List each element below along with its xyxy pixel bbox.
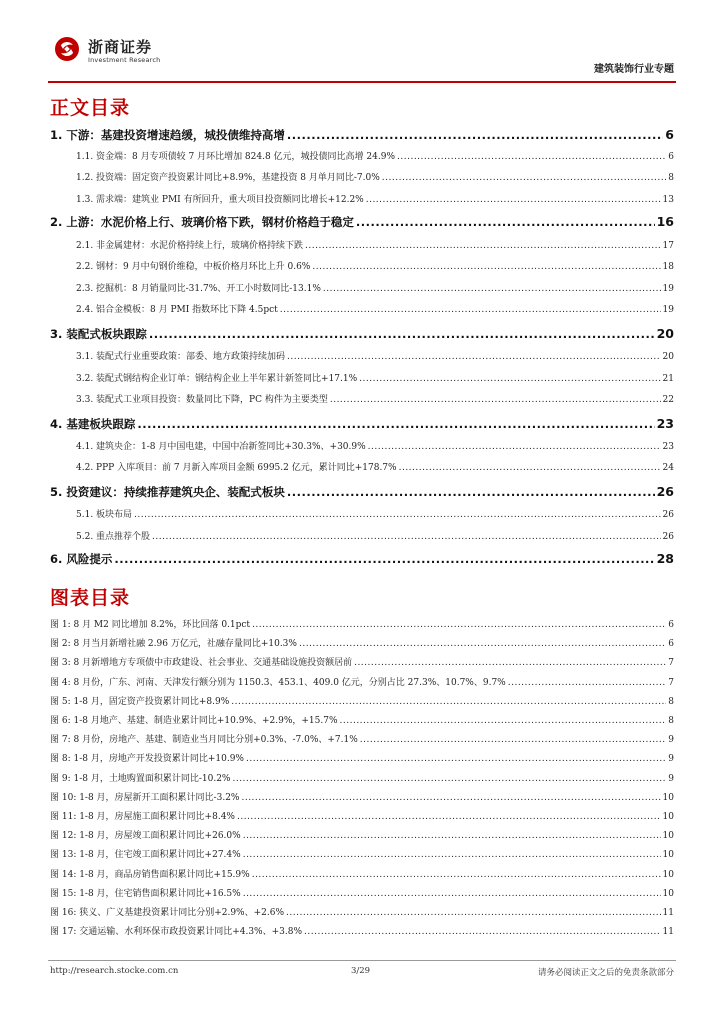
toc-entry-page: 26 <box>662 532 674 542</box>
toc-entry-page: 20 <box>662 352 674 362</box>
figure-list-entry[interactable] <box>50 828 674 841</box>
toc-entry-page: 26 <box>656 484 674 499</box>
dot-leader <box>243 850 661 860</box>
figure-list-entry[interactable] <box>50 771 674 784</box>
toc-entry-label: 1.1. 资金端：8 月专项债较 7 月环比增加 824.8 亿元，城投债同比高增 24.9% <box>76 152 396 162</box>
toc-entry-page: 16 <box>656 214 674 229</box>
figure-entry-label: 图 6: 1-8 月地产、基建、制造业累计同比+10.9%、+2.9%，+15.7% <box>50 716 338 726</box>
toc-entry-label: 6. 风险提示 <box>50 552 113 566</box>
toc-section-entry[interactable] <box>76 371 674 384</box>
toc-entry-page: 24 <box>662 463 674 473</box>
dot-leader <box>231 697 666 707</box>
figure-entry-label: 图 17: 交通运输、水利环保市政投资累计同比+4.3%、+3.8% <box>50 927 303 937</box>
toc-entry-label: 2.1. 非金属建材：水泥价格持续上行，玻璃价格持续下跌 <box>76 241 304 251</box>
toc-entry-page: 20 <box>656 326 674 341</box>
dot-leader <box>287 128 663 142</box>
figure-entry-page: 10 <box>662 870 674 880</box>
figure-list-entry[interactable] <box>50 694 674 707</box>
dot-leader <box>232 774 666 784</box>
toc-entry-label: 2.2. 钢材：9 月中旬钢价维稳，中板价格月环比上升 0.6% <box>76 262 311 272</box>
toc-chapter-entry[interactable] <box>50 326 674 342</box>
toc-entry-page: 28 <box>656 551 674 566</box>
dot-leader <box>287 352 661 362</box>
toc-entry-page: 18 <box>662 262 674 272</box>
figure-list-entry[interactable] <box>50 636 674 649</box>
toc-chapter-entry[interactable] <box>50 551 674 567</box>
toc-section-entry[interactable] <box>76 302 674 315</box>
toc-entry-label: 1. 下游：基建投资增速趋缓，城投债维持高增 <box>50 128 285 142</box>
toc-entry-page: 22 <box>662 395 674 405</box>
dot-leader <box>330 395 661 405</box>
page-header <box>48 28 676 78</box>
figure-entry-page: 10 <box>662 812 674 822</box>
figure-entry-label: 图 11: 1-8 月，房屋施工面积累计同比+8.4% <box>50 812 235 822</box>
figure-entry-page: 10 <box>662 831 674 841</box>
dot-leader <box>252 870 661 880</box>
figure-entry-label: 图 15: 1-8 月，住宅销售面积累计同比+16.5% <box>50 889 241 899</box>
dot-leader <box>354 658 666 668</box>
toc-section-entry[interactable] <box>76 460 674 473</box>
dot-leader <box>114 552 654 566</box>
toc-entry-label: 3.1. 装配式行业重要政策：部委、地方政策持续加码 <box>76 352 286 362</box>
dot-leader <box>304 927 661 937</box>
toc-entry-page: 26 <box>662 510 674 520</box>
figure-entry-page: 8 <box>668 716 674 726</box>
figure-entry-page: 9 <box>668 774 674 784</box>
toc-chapter-entry[interactable] <box>50 214 674 230</box>
header-divider <box>48 81 676 83</box>
toc-entry-label: 5.2. 重点推荐个股 <box>76 532 151 542</box>
toc-entry-label: 4.2. PPP 入库项目：前 7 月新入库项目金额 6995.2 亿元，累计同比+178.7% <box>76 463 397 473</box>
figure-list-entry[interactable] <box>50 905 674 918</box>
toc-entry-label: 1.3. 需求端：建筑业 PMI 有所回升，重大项目投资额同比增长+12.2% <box>76 195 364 205</box>
toc-entry-page: 13 <box>662 195 674 205</box>
figure-entry-page: 10 <box>662 793 674 803</box>
figure-entry-label: 图 10: 1-8 月，房屋新开工面积累计同比-3.2% <box>50 793 240 803</box>
toc-chapter-entry[interactable] <box>50 127 674 143</box>
toc-section-entry[interactable] <box>76 392 674 405</box>
figure-entry-label: 图 16: 狭义、广义基建投资累计同比分别+2.9%、+2.6% <box>50 908 285 918</box>
toc-entry-label: 3.3. 装配式工业项目投资：数量同比下降，PC 构件为主要类型 <box>76 395 328 405</box>
figure-list-entry[interactable] <box>50 886 674 899</box>
figure-entry-page: 11 <box>662 927 674 937</box>
page-number: 3/29 <box>351 966 371 976</box>
toc-entry-page: 19 <box>662 305 674 315</box>
toc-entry-label: 5.1. 板块布局 <box>76 510 133 520</box>
toc-section-entry[interactable] <box>76 529 674 542</box>
toc-chapter-entry[interactable] <box>50 416 674 432</box>
figure-entry-page: 9 <box>668 754 674 764</box>
toc-chapter-entry[interactable] <box>50 484 674 500</box>
dot-leader <box>286 908 661 918</box>
figure-entry-label: 图 7: 8 月份，房地产、基建、制造业当月同比分别+0.3%、-7.0%、+7.1% <box>50 735 358 745</box>
dot-leader <box>241 793 660 803</box>
dot-leader <box>399 463 661 473</box>
figure-list-entry[interactable] <box>50 655 674 668</box>
toc-entry-label: 3. 装配式板块跟踪 <box>50 327 147 341</box>
figure-entry-page: 7 <box>668 658 674 668</box>
toc-section-entry[interactable] <box>76 281 674 294</box>
figure-entry-label: 图 2: 8 月当月新增社融 2.96 万亿元，社融存量同比+10.3% <box>50 639 297 649</box>
toc-section-entry[interactable] <box>76 507 674 520</box>
dot-leader <box>360 735 666 745</box>
toc-entry-page: 6 <box>668 152 674 162</box>
dot-leader <box>152 532 661 542</box>
dot-leader <box>237 812 661 822</box>
toc-entry-label: 2.3. 挖掘机：8 月销量同比-31.7%、开工小时数同比-13.1% <box>76 284 321 294</box>
company-logo-icon <box>54 36 80 62</box>
figure-entry-page: 7 <box>668 678 674 688</box>
dot-leader <box>356 215 655 229</box>
toc-entry-label: 5. 投资建议：持续推荐建筑央企、装配式板块 <box>50 485 285 499</box>
toc-section-entry[interactable] <box>76 149 674 162</box>
toc-entry-page: 23 <box>656 416 674 431</box>
figure-list-entry[interactable] <box>50 790 674 803</box>
toc-entry-page: 19 <box>662 284 674 294</box>
dot-leader <box>340 716 667 726</box>
dot-leader <box>312 262 660 272</box>
toc-entry-label: 2.4. 铝合金模板：8 月 PMI 指数环比下降 4.5pct <box>76 305 278 315</box>
figure-entry-page: 6 <box>668 620 674 630</box>
toc-section-entry[interactable] <box>76 349 674 362</box>
toc-section-entry[interactable] <box>76 259 674 272</box>
toc-entry-label: 1.2. 投资端：固定资产投资累计同比+8.9%，基建投资 8 月单月同比-7.0% <box>76 173 380 183</box>
dot-leader <box>323 284 661 294</box>
dot-leader <box>134 510 661 520</box>
logo-english-name: Investment Research <box>88 56 161 64</box>
dot-leader <box>382 173 666 183</box>
figure-list-entry[interactable] <box>50 847 674 860</box>
figure-entry-label: 图 8: 1-8 月，房地产开发投资累计同比+10.9% <box>50 754 244 764</box>
dot-leader <box>305 241 661 251</box>
toc-section-entry[interactable] <box>76 170 674 183</box>
toc-heading: 正文目录 <box>50 97 131 119</box>
toc-entry-label: 2. 上游：水泥价格上行、玻璃价格下跌，钢材价格趋于稳定 <box>50 215 354 229</box>
toc-entry-page: 8 <box>668 173 674 183</box>
dot-leader <box>508 678 667 688</box>
logo-company-name: 浙商证券 <box>88 38 153 56</box>
toc-section-entry[interactable] <box>76 238 674 251</box>
figure-list-entry[interactable] <box>50 867 674 880</box>
dot-leader <box>243 889 661 899</box>
figure-list-entry[interactable] <box>50 617 674 630</box>
figure-entry-label: 图 12: 1-8 月，房屋竣工面积累计同比+26.0% <box>50 831 241 841</box>
disclaimer-note: 请务必阅读正文之后的免责条款部分 <box>537 968 674 978</box>
figure-entry-label: 图 9: 1-8 月，土地购置面积累计同比-10.2% <box>50 774 231 784</box>
figure-entry-page: 9 <box>668 735 674 745</box>
figure-entry-label: 图 1: 8 月 M2 同比增加 8.2%，环比回落 0.1pct <box>50 620 251 630</box>
dot-leader <box>243 831 661 841</box>
footer-website-link[interactable]: http://research.stocke.com.cn <box>50 966 179 976</box>
toc-section-entry[interactable] <box>76 439 674 452</box>
figure-entry-label: 图 3: 8 月新增地方专项债中市政建设、社会事业、交通基础设施投资额居前 <box>50 658 353 668</box>
figure-list-entry[interactable] <box>50 675 674 688</box>
dot-leader <box>299 639 666 649</box>
dot-leader <box>287 485 655 499</box>
toc-entry-page: 21 <box>662 374 674 384</box>
figure-list-entry[interactable] <box>50 732 674 745</box>
toc-entry-label: 4. 基建板块跟踪 <box>50 417 136 431</box>
toc-entry-label: 3.2. 装配式钢结构企业订单：钢结构企业上半年累计新签同比+17.1% <box>76 374 358 384</box>
toc-entry-page: 17 <box>662 241 674 251</box>
figure-entry-label: 图 14: 1-8 月，商品房销售面积累计同比+15.9% <box>50 870 250 880</box>
figure-entry-label: 图 5: 1-8 月，固定资产投资累计同比+8.9% <box>50 697 230 707</box>
figure-entry-label: 图 4: 8 月份，广东、河南、天津发行额分别为 1150.3、453.1、409.0 亿元，分别占比 27.3%、10.7%、9.7% <box>50 678 506 688</box>
figure-list-entry[interactable] <box>50 713 674 726</box>
figure-list-entry[interactable] <box>50 751 674 764</box>
figure-entry-page: 6 <box>668 639 674 649</box>
toc-entry-label: 4.1. 建筑央企：1-8 月中国电建，中国中冶新签同比+30.3%、+30.9% <box>76 442 366 452</box>
footer-divider <box>48 960 676 961</box>
figure-entry-label: 图 13: 1-8 月，住宅竣工面积累计同比+27.4% <box>50 850 241 860</box>
dot-leader <box>246 754 666 764</box>
dot-leader <box>280 305 661 315</box>
dot-leader <box>359 374 660 384</box>
figure-entry-page: 11 <box>662 908 674 918</box>
figure-entry-page: 10 <box>662 850 674 860</box>
dot-leader <box>368 442 661 452</box>
figure-entry-page: 10 <box>662 889 674 899</box>
figure-list-heading: 图表目录 <box>50 587 131 609</box>
dot-leader <box>137 417 654 431</box>
report-category-tag: 建筑装饰行业专题 <box>594 64 674 75</box>
figure-list-entry[interactable] <box>50 924 674 937</box>
toc-entry-page: 6 <box>665 127 674 142</box>
dot-leader <box>366 195 661 205</box>
dot-leader <box>397 152 666 162</box>
toc-entry-page: 23 <box>662 442 674 452</box>
toc-section-entry[interactable] <box>76 192 674 205</box>
dot-leader <box>252 620 666 630</box>
figure-list-entry[interactable] <box>50 809 674 822</box>
figure-entry-page: 8 <box>668 697 674 707</box>
dot-leader <box>149 327 655 341</box>
